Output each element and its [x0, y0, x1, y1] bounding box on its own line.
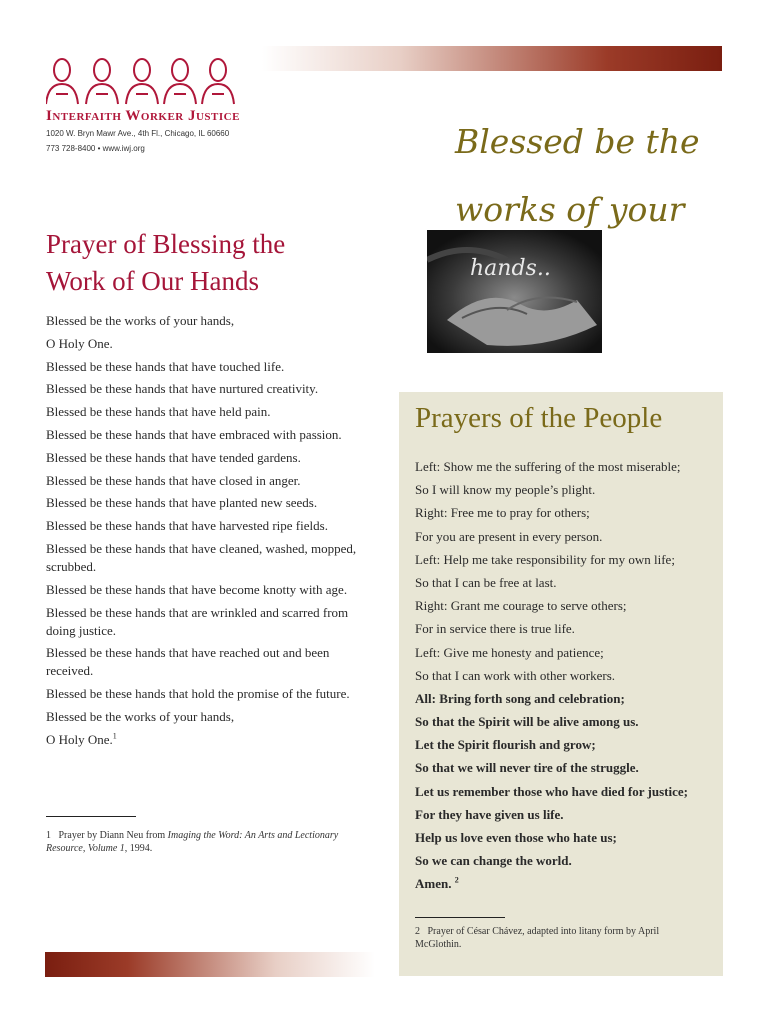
blessing-line: Blessed be these hands that have touched life.: [46, 358, 285, 374]
footnote-1-title: Imaging the Word: An Arts and Lectionary Resource, Volume 1: [46, 830, 339, 854]
litany-line: [415, 528, 715, 551]
blessing-line-text: O Holy One.: [46, 731, 113, 747]
blessing-line: O Holy One.: [46, 335, 113, 351]
litany-line-text: So that I can work with other workers.: [415, 667, 616, 683]
footnote-marker: 2: [454, 876, 459, 886]
litany-line-text: Amen.: [415, 876, 452, 892]
litany-line: [415, 458, 715, 481]
litany-line: [415, 759, 715, 782]
litany-line: [415, 574, 715, 597]
litany-line-text: So that the Spirit will be alive among us.: [415, 714, 639, 730]
blessing-line: Blessed be these hands that have held pain.: [46, 404, 271, 420]
litany-line-text: Help us love even those who hate us;: [415, 830, 617, 845]
footnote-2-number: 2: [415, 926, 420, 937]
litany-line-text: For you are present in every person.: [415, 528, 603, 544]
blessing-line: Blessed be these hands that hold the promise of the future.: [46, 686, 350, 702]
litany-lines: [415, 458, 715, 899]
litany-line-text: Let the Spirit flourish and grow;: [415, 737, 596, 753]
org-address: 1020 W. Bryn Mawr Ave., 4th Fl., Chicago, IL 60660: [46, 129, 230, 138]
footer-accent-bar: [45, 952, 375, 977]
litany-line: [415, 597, 715, 620]
litany-line: [415, 806, 715, 829]
litany-line: [415, 481, 715, 504]
litany-line: [415, 783, 715, 806]
tagline-line-2: works of your: [455, 190, 685, 229]
blessing-line: Blessed be these hands that are wrinkled and scarred from doing justice.: [46, 604, 349, 638]
footnote-rule-2: [415, 917, 505, 918]
header-accent-bar: [262, 46, 722, 71]
litany-line: [415, 852, 715, 875]
litany-line: [415, 504, 715, 527]
litany-line: [415, 551, 715, 574]
litany-line-text: Left: Show me the suffering of the most miserable;: [415, 459, 681, 474]
litany-line: [415, 644, 715, 667]
footnote-1: [46, 829, 346, 855]
blessing-line: Blessed be these hands that have tended gardens.: [46, 449, 301, 465]
blessing-line: Blessed be these hands that have planted new seeds.: [46, 495, 318, 511]
hands-photo: [427, 230, 602, 353]
blessing-line: Blessed be these hands that have harvested ripe fields.: [46, 518, 328, 534]
blessing-line: [46, 731, 376, 749]
org-contact: 773 728-8400 • www.iwj.org: [46, 144, 145, 153]
tagline-line-1: Blessed be the: [455, 122, 700, 161]
footnote-1-prefix: Prayer by Diann Neu from: [58, 830, 166, 841]
tagline: [455, 108, 735, 244]
footnote-marker: 1: [112, 731, 117, 741]
litany-line-text: Right: Free me to pray for others;: [415, 505, 590, 521]
blessing-line: Blessed be the works of your hands,: [46, 708, 235, 724]
litany-line-text: Let us remember those who have died for justice;: [415, 783, 688, 799]
litany-line-text: So that I can be free at last.: [415, 574, 557, 590]
photo-caption: hands..: [470, 256, 551, 281]
litany-line: [415, 713, 715, 736]
litany-line: [415, 829, 715, 852]
blessing-line: Blessed be these hands that have cleaned, washed, mopped, scrubbed.: [46, 540, 357, 574]
litany-line-text: Left: Give me honesty and patience;: [415, 644, 604, 660]
blessing-line: Blessed be these hands that have become knotty with age.: [46, 581, 348, 597]
blessing-line: Blessed be these hands that have closed in anger.: [46, 472, 301, 488]
people-title: Prayers of the People: [415, 402, 663, 434]
litany-line-text: So I will know my people’s plight.: [415, 482, 596, 498]
prayer-title-line-2: Work of Our Hands: [46, 266, 260, 296]
litany-line-text: Right: Grant me courage to serve others;: [415, 598, 627, 614]
blessing-line: Blessed be these hands that have embraced with passion.: [46, 426, 342, 442]
prayer-title: [46, 226, 376, 300]
litany-line: [415, 736, 715, 759]
litany-line-text: For they have given us life.: [415, 806, 564, 822]
blessing-lines: [46, 312, 376, 754]
litany-line: [415, 875, 715, 898]
footnote-2-text: Prayer of César Chávez, adapted into litany form by April McGlothin.: [415, 926, 660, 950]
footnote-1-suffix: , 1994.: [124, 843, 153, 854]
litany-line-text: All: Bring forth song and celebration;: [415, 690, 625, 706]
footnote-1-number: 1: [46, 830, 51, 841]
org-name: Interfaith Worker Justice: [46, 108, 240, 124]
footnote-2: [415, 925, 705, 951]
litany-line-text: Left: Help me take responsibility for my own life;: [415, 551, 675, 567]
litany-line-text: For in service there is true life.: [415, 621, 575, 637]
litany-line-text: So we can change the world.: [415, 853, 572, 869]
litany-line: [415, 690, 715, 713]
blessing-line: Blessed be the works of your hands,: [46, 313, 235, 328]
footnote-rule-1: [46, 816, 136, 817]
five-figures-logo-icon: [46, 54, 256, 106]
litany-line-text: So that we will never tire of the struggle.: [415, 760, 639, 776]
prayer-title-line-1: Prayer of Blessing the: [46, 229, 286, 259]
litany-line: [415, 667, 715, 690]
litany-line: [415, 620, 715, 643]
blessing-line: Blessed be these hands that have reached out and been received.: [46, 645, 330, 679]
blessing-line: Blessed be these hands that have nurtured creativity.: [46, 381, 319, 397]
